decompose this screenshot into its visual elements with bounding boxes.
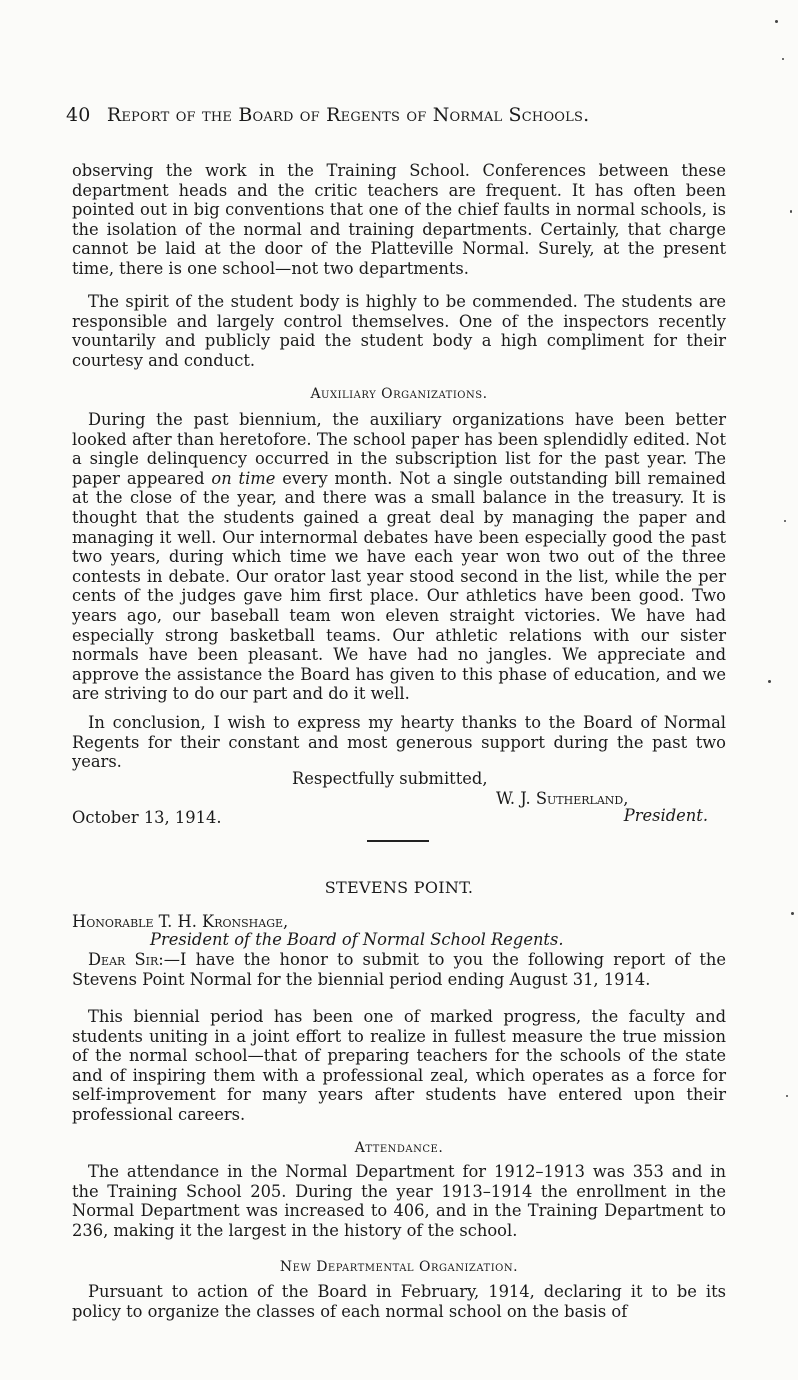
scan-speck bbox=[782, 58, 784, 60]
scan-speck bbox=[775, 20, 778, 23]
scan-speck bbox=[786, 1095, 788, 1097]
signer-title: President. bbox=[623, 806, 708, 825]
paragraph-student-spirit: The spirit of the student body is highly to be commended. The students are responsible and largely control themselves. One of the inspectors recently vountarily and publicly paid the student body a high compliment for their courtesy and conduct. bbox=[72, 292, 726, 370]
auxiliary-text-b: every month. Not a single outstanding bill remained at the close of the year, and there was a small balance in the treasury. It is thought that the students gained a great deal by managing the paper and managing it well. Our internormal debates have been especially good the past two years, during which time we have each year won two out of the three contests in debate. Our orator last year stood second in the list, while the per cents of the judges gave him first place. Our athletics have been good. Two years ago, our baseball team won eleven straight victories. We have had especially strong basketball teams. Our athletic relations with our sister normals have been pleasant. We have had no jangles. We appreciate and approve the assistance the Board has given to this phase of education, and we are striving to do our part and do it well. bbox=[72, 468, 726, 704]
letter-date: October 13, 1914. bbox=[72, 808, 222, 827]
heading-stevens-point: STEVENS POINT. bbox=[324, 878, 474, 897]
section-divider bbox=[367, 840, 429, 842]
page-number: 40 bbox=[66, 104, 91, 126]
signer-name: W. J. Sutherland, bbox=[496, 789, 629, 808]
paragraph-training-school: observing the work in the Training School. Conferences between these department heads and the critic teachers are frequent. It has often been pointed out in big conventions that one of the chief faults in normal schools, is the isolation of the normal and training departments. Certainly, that charge cannot be laid at the door of the Platteville Normal. Surely, at the present time, there is one school—not two departments. bbox=[72, 161, 726, 278]
paragraph-auxiliary bbox=[72, 410, 726, 704]
scan-speck bbox=[791, 912, 794, 915]
heading-new-departmental-organization: New Departmental Organization. bbox=[279, 1259, 519, 1275]
scan-speck bbox=[768, 680, 771, 683]
salutation: Dear Sir: bbox=[88, 950, 164, 969]
salutation-text: —I have the honor to submit to you the following report of the Stevens Point Normal for the biennial period ending August 31, 1914. bbox=[72, 950, 726, 989]
page-header-title: Report of the Board of Regents of Normal Schools. bbox=[106, 104, 590, 126]
auxiliary-text-a: During the past biennium, the auxiliary organizations have been better looked after than heretofore. The school paper has been splendidly edited. Not a single delinquency occurred in the subscription list for the past year. The paper appeared bbox=[72, 410, 726, 488]
paragraph-conclusion: In conclusion, I wish to express my hearty thanks to the Board of Normal Regents for their constant and most generous support during the past two years. bbox=[72, 713, 726, 772]
paragraph-salutation bbox=[72, 950, 726, 989]
paragraph-progress: This biennial period has been one of marked progress, the faculty and students uniting in a joint effort to realize in fullest measure the true mission of the normal school—that of preparing teachers for the schools of the state and of inspiring them with a professional zeal, which operates as a force for self-improvement for many years after students have entered upon their professional careers. bbox=[72, 1007, 726, 1124]
heading-auxiliary-organizations: Auxiliary Organizations. bbox=[310, 386, 488, 402]
paragraph-organization: Pursuant to action of the Board in February, 1914, declaring it to be its policy to organize the classes of each normal school on the basis of bbox=[72, 1282, 726, 1321]
heading-attendance: Attendance. bbox=[354, 1140, 444, 1156]
addressee-title: President of the Board of Normal School Regents. bbox=[150, 930, 564, 949]
scan-speck bbox=[790, 210, 792, 213]
closing-line: Respectfully submitted, bbox=[292, 769, 488, 788]
running-header bbox=[66, 104, 726, 126]
paragraph-attendance: The attendance in the Normal Department for 1912–1913 was 353 and in the Training School 205. During the year 1913–1914 the enrollment in the Normal Department was increased to 406, and in the Training Department to 236, making it the largest in the history of the school. bbox=[72, 1162, 726, 1240]
auxiliary-italic-phrase: on time bbox=[211, 468, 276, 488]
scan-speck bbox=[784, 520, 786, 522]
addressee: Honorable T. H. Kronshage, bbox=[72, 912, 289, 931]
